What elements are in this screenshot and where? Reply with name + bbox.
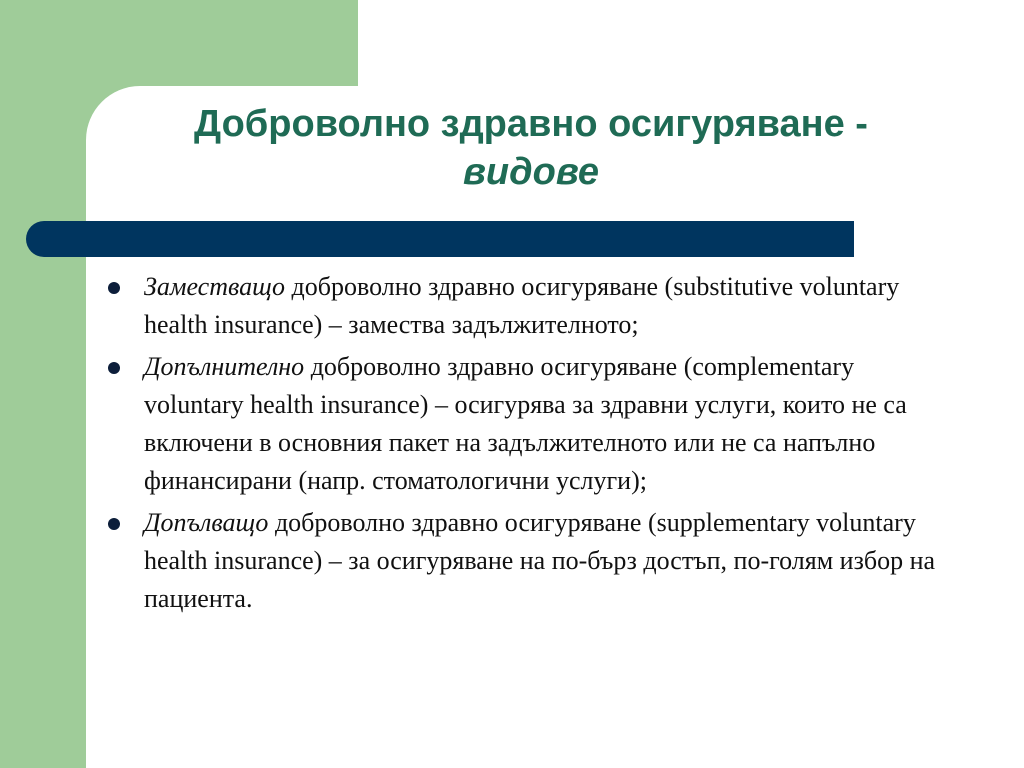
bullet-item-complementary <box>100 348 940 500</box>
bullet-text: доброволно здравно осигуряване (supplementary voluntary health insurance) – за осигуряване на по-бърз достъп, по-голям избор на пациента. <box>144 508 936 613</box>
bullet-text: доброволно здравно осигуряване (substitutive voluntary health insurance) – замества задължителното; <box>144 272 900 339</box>
bullet-term: Допълващо <box>144 508 269 537</box>
bullet-dot-icon <box>108 282 120 294</box>
slide-title-line1: Доброволно здравно осигуряване - <box>194 103 868 145</box>
bullet-term: Допълнително <box>144 352 305 381</box>
bullet-term: Заместващо <box>144 272 286 301</box>
bullet-text: доброволно здравно осигуряване (complementary voluntary health insurance) – осигурява за здравни услуги, които не са включени в основния пакет на задължителното или не са напълно финансирани (напр. стоматологични услуги); <box>144 352 907 495</box>
bullet-item-supplementary <box>100 504 940 618</box>
bullet-dot-icon <box>108 362 120 374</box>
slide-title <box>96 100 966 196</box>
title-divider-bar <box>26 221 854 257</box>
bullet-dot-icon <box>108 518 120 530</box>
bullet-list <box>100 268 940 622</box>
slide-title-line2: видове <box>462 151 599 193</box>
bullet-item-substitutive <box>100 268 940 344</box>
